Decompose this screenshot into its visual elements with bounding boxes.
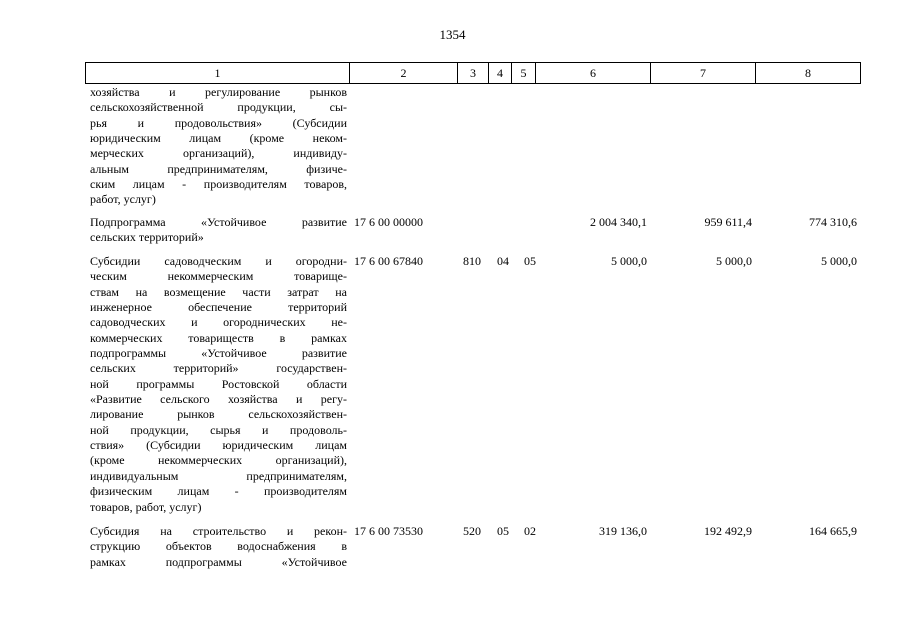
row-description bbox=[90, 254, 347, 515]
amount-col-6: 319 136,0 bbox=[599, 524, 647, 538]
description-line: Подпрограмма «Устойчивое развитие bbox=[90, 215, 347, 229]
description-line: «Развитие сельского хозяйства и регу- bbox=[90, 392, 347, 407]
header-col-7: 7 bbox=[650, 62, 756, 84]
amount-col-8: 774 310,6 bbox=[809, 215, 857, 229]
description-line: сельских территорий» bbox=[90, 230, 204, 245]
description-line: мерческих организаций), индивиду- bbox=[90, 146, 347, 161]
description-line: хозяйства и регулирование рынков bbox=[90, 85, 347, 99]
amount-col-7: 192 492,9 bbox=[704, 524, 752, 538]
description-line: физическим лицам - производителям bbox=[90, 484, 347, 499]
description-line: ствам на возмещение части затрат на bbox=[90, 284, 347, 299]
header-col-5: 5 bbox=[511, 62, 536, 84]
description-line: юридическим лицам (кроме неком- bbox=[90, 131, 347, 146]
description-line: сельских территорий» государствен- bbox=[90, 361, 347, 376]
section-code: 04 bbox=[497, 254, 509, 268]
description-line: ной программы Ростовской области bbox=[90, 376, 347, 391]
description-line: рамках подпрограммы «Устойчивое bbox=[90, 554, 347, 569]
header-col-3: 3 bbox=[457, 62, 489, 84]
description-line: альным предпринимателям, физиче- bbox=[90, 161, 347, 176]
row-description bbox=[90, 85, 347, 208]
header-col-4: 4 bbox=[488, 62, 512, 84]
header-col-6: 6 bbox=[535, 62, 651, 84]
description-line: подпрограммы «Устойчивое развитие bbox=[90, 346, 347, 361]
budget-code: 17 6 00 67840 bbox=[354, 254, 423, 268]
budget-code: 17 6 00 00000 bbox=[354, 215, 423, 229]
description-line: работ, услуг) bbox=[90, 192, 156, 207]
row-description bbox=[90, 524, 347, 570]
description-line: ским лицам - производителям товаров, bbox=[90, 177, 347, 192]
description-line: ствия» (Субсидии юридическим лицам bbox=[90, 438, 347, 453]
subsection-code: 02 bbox=[524, 524, 536, 538]
description-line: Субсидия на строительство и рекон- bbox=[90, 524, 347, 538]
table-header bbox=[85, 62, 861, 84]
section-code: 05 bbox=[497, 524, 509, 538]
description-line: ческим некоммерческим товарище- bbox=[90, 269, 347, 284]
description-line: коммерческих товариществ в рамках bbox=[90, 330, 347, 345]
description-line: Субсидии садоводческим и огородни- bbox=[90, 254, 347, 268]
amount-col-6: 5 000,0 bbox=[611, 254, 647, 268]
amount-col-8: 164 665,9 bbox=[809, 524, 857, 538]
amount-col-7: 959 611,4 bbox=[704, 215, 752, 229]
page-number: 1354 bbox=[439, 27, 466, 42]
header-col-1: 1 bbox=[85, 62, 350, 84]
description-line: садоводческих и огороднических не- bbox=[90, 315, 347, 330]
amount-col-7: 5 000,0 bbox=[716, 254, 752, 268]
expense-type: 520 bbox=[463, 524, 481, 538]
description-line: рья и продовольствия» (Субсидии bbox=[90, 115, 347, 130]
description-line: сельскохозяйственной продукции, сы- bbox=[90, 100, 347, 115]
amount-col-6: 2 004 340,1 bbox=[590, 215, 647, 229]
description-line: (кроме некоммерческих организаций), bbox=[90, 453, 347, 468]
description-line: индивидуальным предпринимателям, bbox=[90, 468, 347, 483]
amount-col-8: 5 000,0 bbox=[821, 254, 857, 268]
description-line: товаров, работ, услуг) bbox=[90, 499, 202, 514]
description-line: ной продукции, сырья и продоволь- bbox=[90, 422, 347, 437]
row-description bbox=[90, 215, 347, 246]
expense-type: 810 bbox=[463, 254, 481, 268]
budget-code: 17 6 00 73530 bbox=[354, 524, 423, 538]
description-line: лирование рынков сельскохозяйствен- bbox=[90, 407, 347, 422]
header-col-2: 2 bbox=[349, 62, 458, 84]
header-col-8: 8 bbox=[755, 62, 861, 84]
subsection-code: 05 bbox=[524, 254, 536, 268]
description-line: инженерное обеспечение территорий bbox=[90, 300, 347, 315]
description-line: струкцию объектов водоснабжения в bbox=[90, 539, 347, 554]
